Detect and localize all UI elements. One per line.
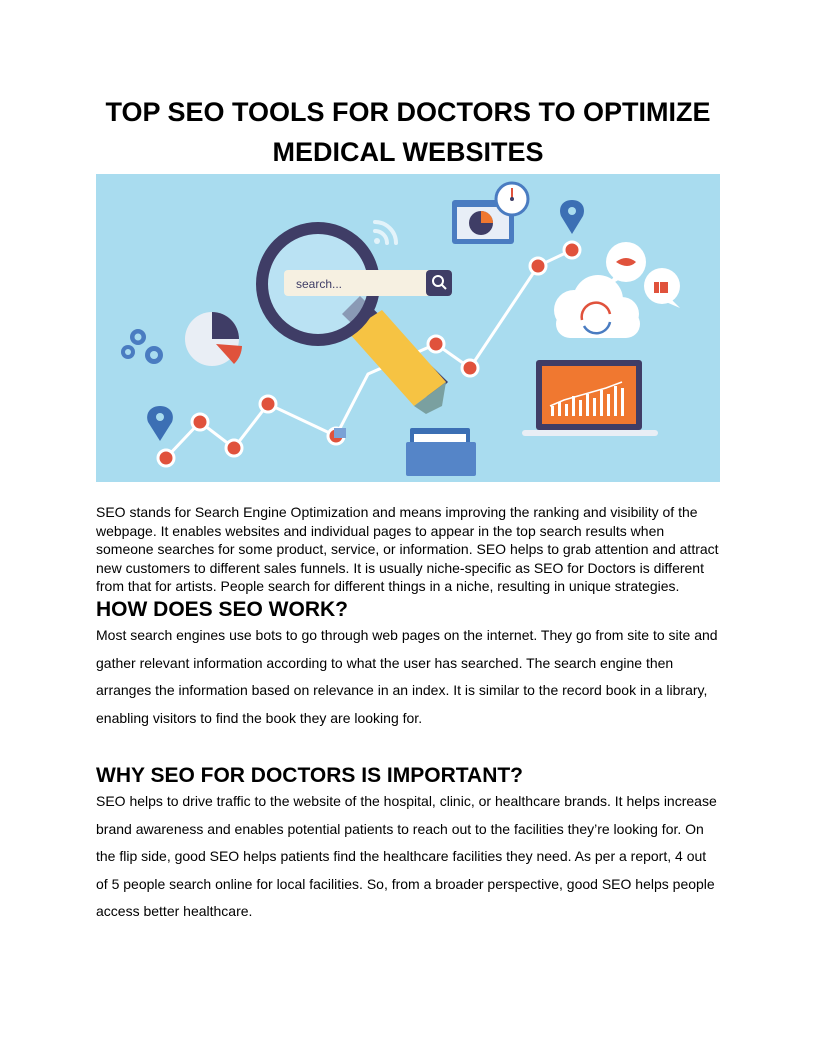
intro-paragraph: SEO stands for Search Engine Optimization and means improving the ranking and visibility of the webpage. It enables websites and individual pages to appear in the top search results when someone searches for some product, service, or information. SEO helps to grab attention and attract new customers to different sales funnels. It is usually niche-specific as SEO for Doctors is different from that for artists. People search for different things in a niche, resulting in unique strategies. [96,504,719,595]
graph-point [192,414,208,430]
graph-point [428,336,444,352]
section-paragraph-how-seo-works: Most search engines use bots to go through web pages on the internet. They go from site to site and gather relevant information according to what the user has searched. The search engine then arranges the information based on relevance in an index. It is similar to the record book in a library, enabling visitors to find the book they are looking for. [96,627,718,726]
folder-icon [406,428,476,476]
graph-point [462,360,478,376]
laptop-chart-icon [522,360,658,436]
document-title [96,92,720,172]
graph-point [530,258,546,274]
graph-point [226,440,242,456]
seo-hero-illustration [96,174,720,482]
section-heading-why-seo-important: WHY SEO FOR DOCTORS IS IMPORTANT? [96,764,524,787]
graph-point [158,450,174,466]
graph-point [564,242,580,258]
title-line-2: MEDICAL WEBSITES [272,137,544,167]
search-placeholder-text: search... [296,277,343,291]
search-button [426,270,452,296]
section-heading-how-seo-works: HOW DOES SEO WORK? [96,598,348,621]
gauge-icon [496,183,528,215]
section-paragraph-why-seo-important: SEO helps to drive traffic to the website of the hospital, clinic, or healthcare brands. It helps increase brand awareness and enables potential patients to reach out to the facilities they’re looking for. On the flip side, good SEO helps patients find the healthcare facilities they need. As per a report, 4 out of 5 people search online for local facilities. So, from a broader perspective, good SEO helps people access better healthcare. [96,793,717,919]
graph-point [260,396,276,412]
title-line-1: TOP SEO TOOLS FOR DOCTORS TO OPTIMIZE [105,97,711,127]
